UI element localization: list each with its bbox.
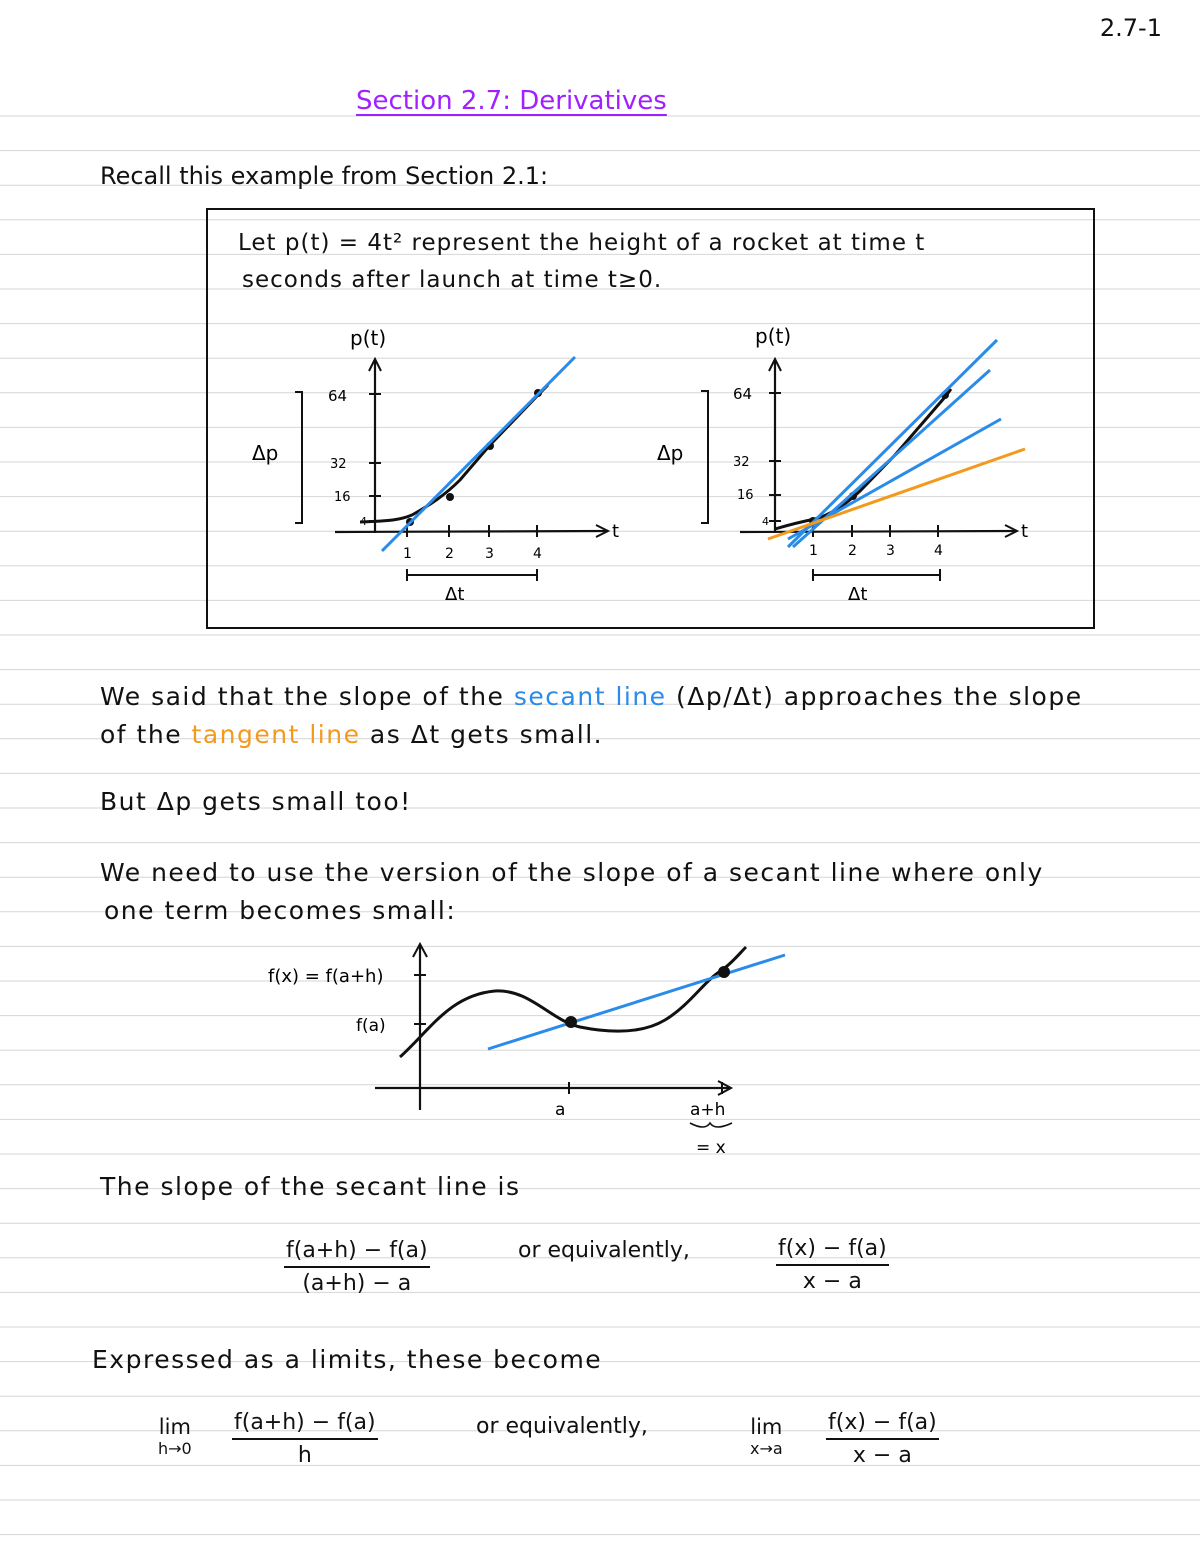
slope-fraction-1-den: (a+h) − a: [302, 1271, 412, 1296]
delta-p-bracket: [701, 391, 708, 523]
secant-line-1: [788, 340, 997, 547]
x-tick-label-4: 4: [533, 546, 542, 562]
graph-left-secant-line: [382, 357, 575, 551]
secant-line-term: secant line: [513, 682, 667, 711]
paragraph-5: Expressed as a limits, these become: [92, 1345, 603, 1374]
limit-1-num: f(a+h) − f(a): [232, 1410, 378, 1440]
limit-1-lim: lim: [158, 1415, 191, 1439]
slope-fraction-2-den: x − a: [802, 1269, 862, 1294]
y-tick-label-4: 4: [360, 515, 367, 528]
limit-1-den: h: [297, 1443, 312, 1468]
p1-text-d: as Δt gets small.: [369, 720, 604, 749]
paragraph-1-line-2: [100, 720, 603, 749]
limit-1-sub: h→0: [158, 1439, 192, 1458]
paragraph-1-line-1: [100, 682, 1083, 711]
paragraph-3-line-2: one term becomes small:: [104, 896, 457, 925]
recall-text: Recall this example from Section 2.1:: [100, 162, 549, 190]
paragraph-2: But Δp gets small too!: [100, 787, 412, 816]
y-label-fah: f(x) = f(a+h): [268, 966, 384, 987]
secant-graph: [260, 935, 800, 1160]
limit-2-operator: [750, 1416, 783, 1460]
y-label-fa: f(a): [356, 1016, 386, 1036]
x-label-a: a: [555, 1100, 566, 1120]
example-line-2: seconds after launch at time t≥0.: [242, 267, 663, 293]
limit-or-text: or equivalently,: [476, 1414, 648, 1439]
graph-left-ylabel: p(t): [350, 326, 387, 350]
graph-left-delta-t: Δt: [445, 584, 465, 605]
x-tick-label-4: 4: [934, 543, 943, 559]
y-tick-label-64: 64: [733, 385, 753, 403]
x-tick-label-2: 2: [445, 546, 454, 562]
y-tick-label-64: 64: [328, 387, 348, 405]
x-tick-label-3: 3: [485, 546, 494, 562]
graph-left-curve: [360, 385, 548, 522]
limit-2-lim: lim: [750, 1415, 783, 1439]
y-tick-label-16: 16: [737, 488, 754, 503]
graph-right-delta-t: Δt: [848, 584, 868, 605]
p1-text-a: We said that the slope of the: [100, 682, 505, 711]
y-tick-label-16: 16: [334, 490, 351, 505]
function-curve: [400, 947, 746, 1057]
x-label-ah: a+h: [690, 1100, 726, 1120]
x-label-brace: [690, 1123, 732, 1127]
delta-p-bracket: [295, 392, 302, 523]
graph-right-x-axis: [740, 531, 1017, 532]
rocket-graph-right: [645, 315, 1065, 615]
graph-left-x-axis: [335, 531, 608, 532]
graph-right-delta-p: Δp: [657, 441, 684, 465]
point-ah: [718, 966, 730, 978]
limit-2-den: x − a: [852, 1443, 912, 1468]
point-a: [565, 1016, 577, 1028]
tangent-line: [768, 449, 1025, 539]
rocket-graph-left: [240, 315, 640, 615]
page-number: 2.7-1: [1099, 14, 1162, 42]
limit-2-fraction: [826, 1410, 939, 1468]
slope-fraction-1: [284, 1238, 430, 1296]
y-tick-label-32: 32: [733, 455, 750, 470]
x-label-x: = x: [696, 1138, 726, 1158]
graph-right-xlabel: t: [1021, 521, 1029, 542]
x-tick-label-1: 1: [403, 546, 412, 562]
paragraph-3-line-1: We need to use the version of the slope of a secant line where only: [100, 858, 1044, 887]
y-tick-label-4: 4: [762, 515, 769, 528]
y-tick-label-32: 32: [330, 457, 347, 472]
slope-fraction-2-num: f(x) − f(a): [776, 1236, 889, 1266]
graph-right-ylabel: p(t): [755, 324, 792, 348]
p1-text-c: of the: [100, 720, 183, 749]
graph-left-xlabel: t: [612, 521, 620, 542]
x-tick-label-2: 2: [848, 543, 857, 559]
limit-1-operator: [158, 1416, 192, 1460]
example-line-1: Let p(t) = 4t² represent the height of a rocket at time t: [238, 230, 926, 256]
tangent-line-term: tangent line: [191, 720, 361, 749]
limit-2-sub: x→a: [750, 1439, 783, 1458]
slope-fraction-2: [776, 1236, 889, 1294]
graph-left-delta-p: Δp: [252, 441, 279, 465]
paragraph-4: The slope of the secant line is: [100, 1172, 521, 1201]
p1-text-b: (Δp/Δt) approaches the slope: [676, 682, 1083, 711]
limit-1-fraction: [232, 1410, 378, 1468]
page-title: Section 2.7: Derivatives: [356, 86, 667, 116]
x-tick-label-3: 3: [886, 543, 895, 559]
slope-or-text: or equivalently,: [518, 1238, 690, 1263]
x-tick-label-1: 1: [809, 543, 818, 559]
curve-point: [446, 493, 454, 501]
slope-fraction-1-num: f(a+h) − f(a): [284, 1238, 430, 1268]
limit-2-num: f(x) − f(a): [826, 1410, 939, 1440]
